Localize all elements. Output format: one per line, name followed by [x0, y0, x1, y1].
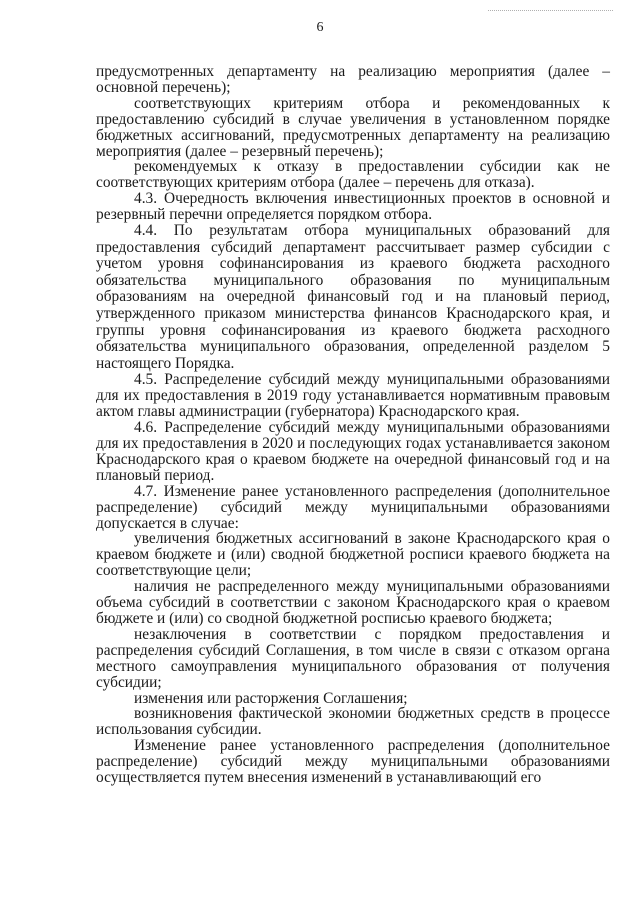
scan-corner-mark — [488, 10, 613, 17]
paragraph-4-5: 4.5. Распределение субсидий между муниципальными образованиями для их предоставления в 2019 году устанавливается нормативным правовым актом главы администрации (губернатора) Краснодарского края. — [96, 371, 610, 421]
paragraph-case-undistributed: наличия не распределенного между муниципальными образованиями объема субсидий в соответствии с законом Краснодарского края о краевом бюджете и (или) со сводной бюджетной росписью краевого бюджета; — [96, 578, 610, 627]
paragraph-4-4: 4.4. По результатам отбора муниципальных образований для предоставления субсидий департамент рассчитывает размер субсидии с учетом уровня софинансирования из краевого бюджета расходного обязательства муниципального образования по муниципальным образованиям на очередной финансовый год и на плановый период, утвержденного приказом министерства финансов Краснодарского края, и группы уровня софинансирования из краевого бюджета расходного обязательства муниципального образования, определенной разделом 5 настоящего Порядка. — [96, 222, 610, 372]
paragraph-reserve-list: соответствующих критериям отбора и рекомендованных к предоставлению субсидий в случае увеличения в установленном порядке бюджетных ассигнований, предусмотренных департаменту на реализацию мероприятия (далее – резервный перечень); — [96, 94, 610, 160]
document-body — [96, 64, 610, 786]
paragraph-4-7: 4.7. Изменение ранее установленного распределения (дополнительное распределение) субсидий между муниципальными образованиями допускается в случае: — [96, 482, 610, 532]
paragraph-basic-list-end: предусмотренных департаменту на реализацию мероприятия (далее – основной перечень); — [96, 63, 610, 96]
paragraph-case-no-agreement: незаключения в соответствии с порядком предоставления и распределения субсидий Соглашения, в том числе в связи с отказом органа местного самоуправления муниципального образования от получения субсидии; — [96, 625, 610, 691]
page-number: 6 — [316, 20, 324, 35]
paragraph-4-3: 4.3. Очередность включения инвестиционных проектов в основной и резервный перечни определяется порядком отбора. — [96, 190, 610, 224]
paragraph-change-procedure: Изменение ранее установленного распределения (дополнительное распределение) субсидий между муниципальными образованиями осуществляется путем внесения изменений в устанавливающий его — [96, 737, 610, 787]
paragraph-case-savings: возникновения фактической экономии бюджетных средств в процессе использования субсидии. — [96, 705, 610, 739]
paragraph-case-termination: изменения или расторжения Соглашения; — [134, 689, 408, 707]
paragraph-4-6: 4.6. Распределение субсидий между муниципальными образованиями для их предоставления в 2020 и последующих годах устанавливается законом Краснодарского края о краевом бюджете на очередной финансовый год и на плановый период. — [96, 419, 610, 484]
paragraph-case-increase: увеличения бюджетных ассигнований в законе Краснодарского края о краевом бюджете и (или) сводной бюджетной росписи краевого бюджета на соответствующие цели; — [96, 530, 610, 580]
paragraph-refusal-list: рекомендуемых к отказу в предоставлении субсидии как не соответствующих критериям отбора (далее – перечень для отказа). — [96, 158, 610, 192]
